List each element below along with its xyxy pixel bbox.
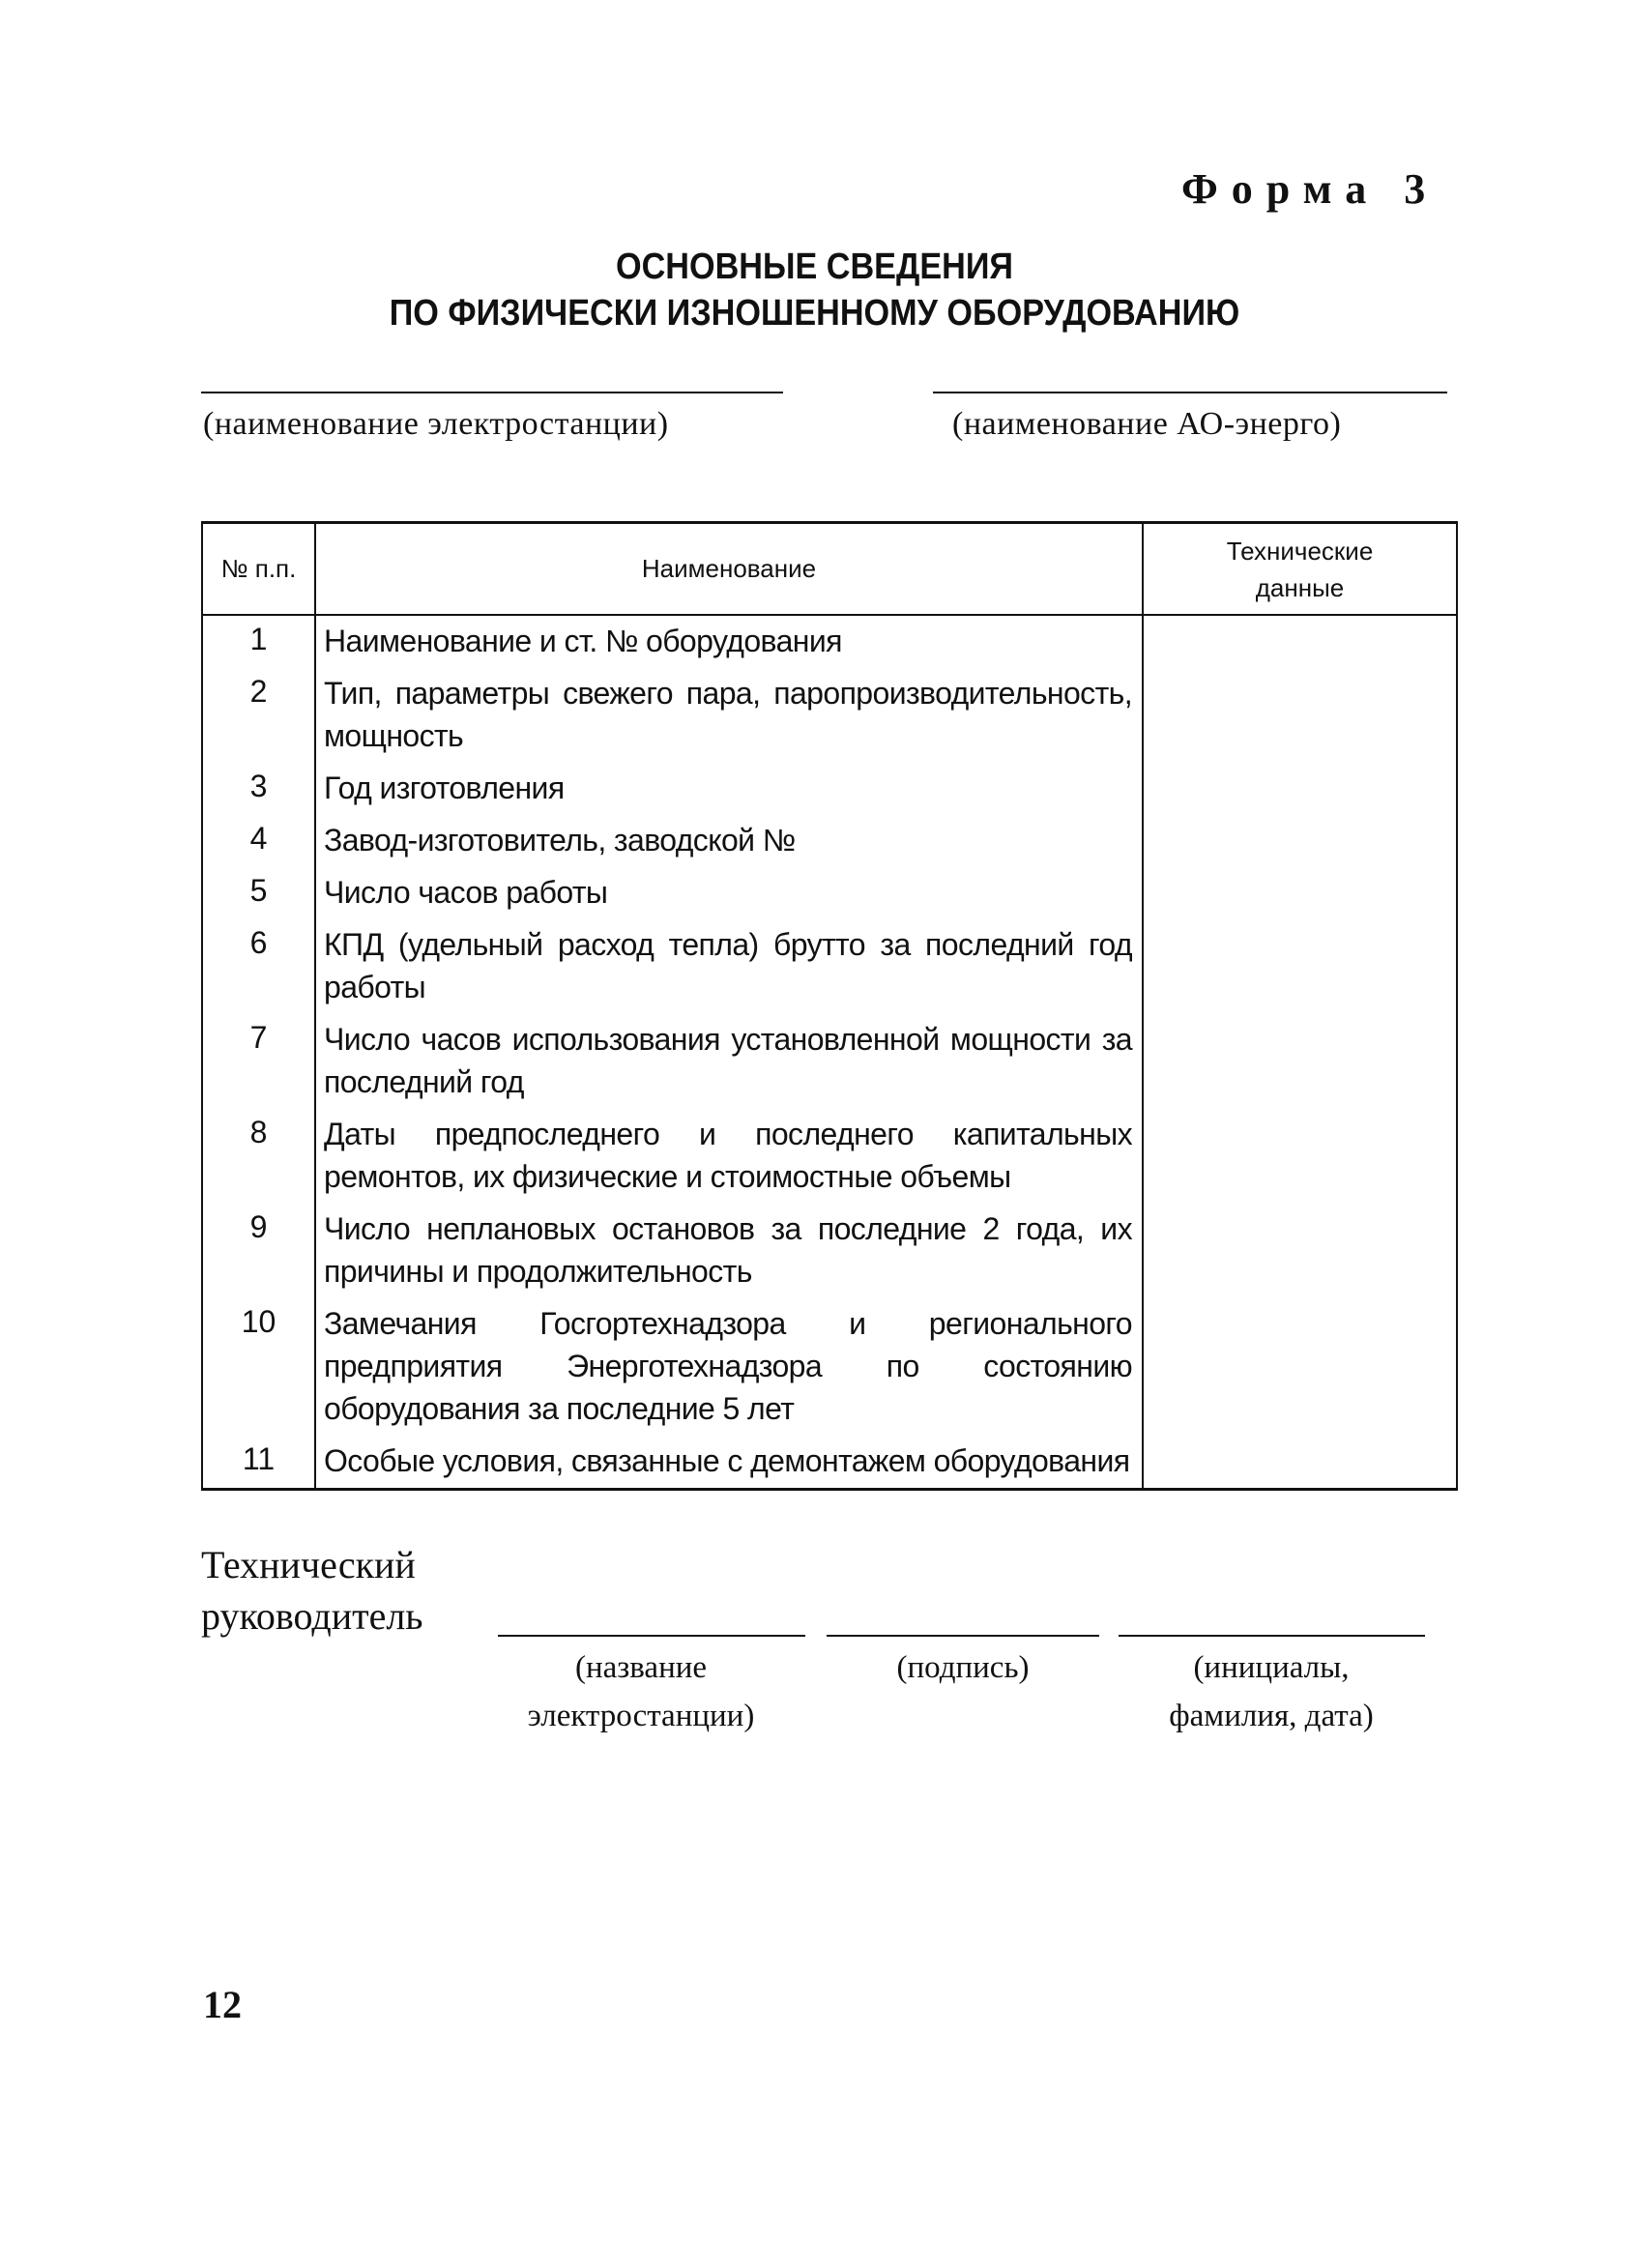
row-number: 7 <box>202 1014 315 1109</box>
table-row <box>202 763 1457 815</box>
column-header-tech-data: Технические данные <box>1143 523 1457 616</box>
document-title-line-1: ОСНОВНЫЕ СВЕДЕНИЯ <box>615 247 1014 287</box>
row-item-name: Год изготовления <box>315 763 1143 815</box>
row-item-name: Число часов работы <box>315 867 1143 919</box>
row-item-name: Тип, параметры свежего пара, паропроизводительность, мощность <box>315 668 1143 763</box>
table-row <box>202 615 1457 668</box>
row-number: 10 <box>202 1298 315 1436</box>
column-header-number: № п.п. <box>202 523 315 616</box>
signature-label-line-2: руководитель <box>201 1594 423 1638</box>
row-item-name: Замечания Госгортехнадзора и регионального предприятия Энерготехнадзора по состоянию оборудования за последние 5 лет <box>315 1298 1143 1436</box>
row-item-name: Наименование и ст. № оборудования <box>315 615 1143 668</box>
row-tech-data-cell[interactable] <box>1143 1436 1457 1490</box>
row-tech-data-cell[interactable] <box>1143 763 1457 815</box>
signature-station-blank[interactable] <box>498 1635 805 1637</box>
signature-name-caption-line-2: фамилия, дата) <box>1169 1699 1374 1733</box>
row-tech-data-cell[interactable] <box>1143 867 1457 919</box>
row-number: 2 <box>202 668 315 763</box>
row-number: 8 <box>202 1109 315 1204</box>
company-name-blank[interactable] <box>933 392 1447 393</box>
row-item-name: Завод-изготовитель, заводской № <box>315 815 1143 867</box>
form-number-label: Форма 3 <box>1181 165 1440 213</box>
row-item-name: КПД (удельный расход тепла) брутто за последний год работы <box>315 919 1143 1014</box>
row-tech-data-cell[interactable] <box>1143 1014 1457 1109</box>
row-tech-data-cell[interactable] <box>1143 668 1457 763</box>
row-number: 3 <box>202 763 315 815</box>
table-row <box>202 815 1457 867</box>
row-tech-data-cell[interactable] <box>1143 615 1457 668</box>
signature-station-caption-line-2: электростанции) <box>527 1699 755 1733</box>
table-row <box>202 919 1457 1014</box>
table-header-row <box>202 523 1457 616</box>
row-item-name: Число неплановых остановов за последние 2 года, их причины и продолжительность <box>315 1204 1143 1298</box>
table-row <box>202 1436 1457 1490</box>
row-number: 5 <box>202 867 315 919</box>
page-number: 12 <box>203 1983 242 2026</box>
signature-station-caption-line-1: (название <box>574 1650 708 1685</box>
column-header-name: Наименование <box>315 523 1143 616</box>
row-number: 6 <box>202 919 315 1014</box>
signature-name-blank[interactable] <box>1119 1635 1425 1637</box>
row-number: 1 <box>202 615 315 668</box>
row-tech-data-cell[interactable] <box>1143 1298 1457 1436</box>
equipment-info-table <box>201 521 1458 1491</box>
station-name-caption: (наименование электростанции) <box>203 406 669 442</box>
row-item-name: Даты предпоследнего и последнего капитальных ремонтов, их физические и стоимостные объемы <box>315 1109 1143 1204</box>
table-row <box>202 1204 1457 1298</box>
row-number: 9 <box>202 1204 315 1298</box>
row-item-name: Особые условия, связанные с демонтажем оборудования <box>315 1436 1143 1490</box>
document-title-line-2: ПО ФИЗИЧЕСКИ ИЗНОШЕННОМУ ОБОРУДОВАНИЮ <box>389 293 1240 334</box>
row-tech-data-cell[interactable] <box>1143 919 1457 1014</box>
row-item-name: Число часов использования установленной мощности за последний год <box>315 1014 1143 1109</box>
table-row <box>202 1298 1457 1436</box>
row-tech-data-cell[interactable] <box>1143 1109 1457 1204</box>
table-row <box>202 1014 1457 1109</box>
signature-sign-blank[interactable] <box>827 1635 1099 1637</box>
signature-label-line-1: Технический <box>201 1543 416 1586</box>
row-tech-data-cell[interactable] <box>1143 1204 1457 1298</box>
table-row <box>202 668 1457 763</box>
signature-name-caption-line-1: (инициалы, <box>1193 1650 1350 1685</box>
company-name-caption: (наименование АО-энерго) <box>952 406 1342 442</box>
row-number: 4 <box>202 815 315 867</box>
table-row <box>202 1109 1457 1204</box>
row-number: 11 <box>202 1436 315 1490</box>
station-name-blank[interactable] <box>201 392 783 393</box>
signature-station-caption <box>481 1643 800 1740</box>
signature-name-caption <box>1112 1643 1431 1740</box>
signature-sign-caption: (подпись) <box>896 1650 1030 1685</box>
table-row <box>202 867 1457 919</box>
row-tech-data-cell[interactable] <box>1143 815 1457 867</box>
